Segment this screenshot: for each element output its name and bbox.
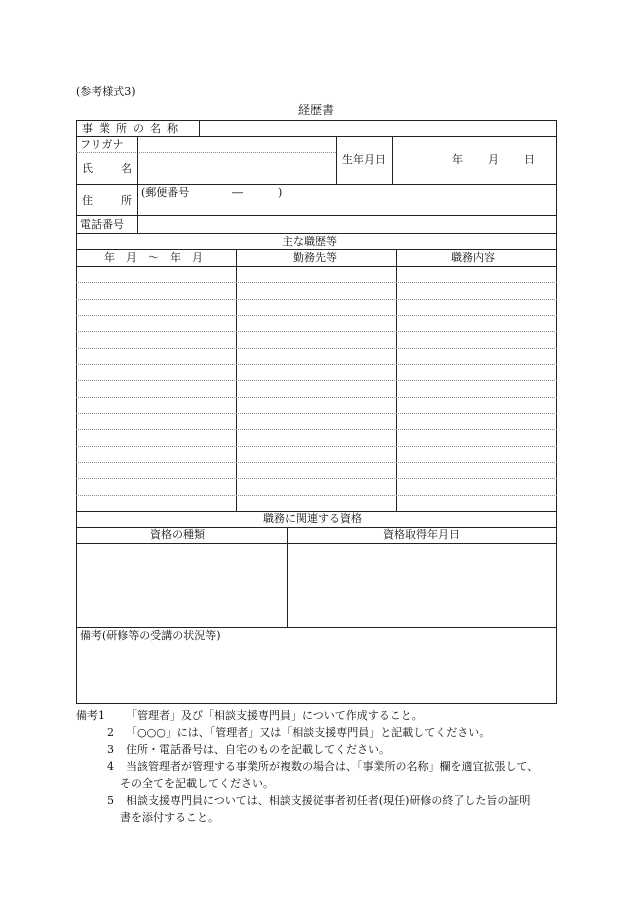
qualifications-col-type: 資格の種類 bbox=[150, 528, 205, 541]
note-5-text-cont: 書を添付すること。 bbox=[120, 811, 219, 824]
remarks-field[interactable] bbox=[77, 645, 555, 702]
birthdate-month-unit: 月 bbox=[488, 153, 499, 166]
career-section-title: 主な職歴等 bbox=[282, 235, 337, 248]
notes-list bbox=[76, 707, 566, 826]
career-col-workplace: 勤務先等 bbox=[293, 251, 337, 264]
address-label: 住 所 bbox=[82, 194, 134, 207]
career-row-line bbox=[76, 364, 557, 365]
phone-label: 電話番号 bbox=[80, 218, 124, 231]
note-4-cont bbox=[76, 775, 566, 792]
career-row-line bbox=[76, 429, 557, 430]
postal-dash: ― bbox=[232, 186, 243, 199]
career-col-duties: 職務内容 bbox=[451, 251, 495, 264]
note-4-text-cont: その全てを記載してください。 bbox=[120, 777, 274, 790]
note-4-text: 当該管理者が管理する事業所が複数の場合は、「事業所の名称」欄を適宜拡張して、 bbox=[126, 760, 539, 773]
note-lead: 備考1 bbox=[76, 709, 105, 722]
note-4 bbox=[76, 758, 566, 775]
career-row-line bbox=[76, 315, 557, 316]
career-row-line bbox=[76, 282, 557, 283]
career-row-line bbox=[76, 348, 557, 349]
address-field[interactable] bbox=[138, 185, 555, 214]
qualification-type-field[interactable] bbox=[77, 544, 286, 626]
note-1 bbox=[76, 707, 566, 724]
career-col-period: 年 月 ～ 年 月 bbox=[104, 251, 203, 264]
note-1-text: 「管理者」及び「相談支援専門員」について作成すること。 bbox=[126, 709, 423, 722]
remarks-label: 備考(研修等の受講の状況等) bbox=[80, 629, 221, 642]
furigana-field[interactable] bbox=[138, 137, 335, 151]
note-3-text: 住所・電話番号は、自宅のものを記載してください。 bbox=[126, 743, 390, 756]
birthdate-field[interactable] bbox=[393, 137, 555, 183]
career-row-line bbox=[76, 331, 557, 332]
note-3 bbox=[76, 741, 566, 758]
note-5-cont bbox=[76, 809, 566, 826]
note-2 bbox=[76, 724, 566, 741]
career-row-line bbox=[76, 380, 557, 381]
note-2-number: 2 bbox=[107, 726, 114, 739]
document-title: 経歴書 bbox=[298, 103, 335, 117]
postal-suffix: ) bbox=[278, 186, 283, 199]
career-row-line bbox=[76, 446, 557, 447]
career-row-line bbox=[76, 495, 557, 496]
career-row-line bbox=[76, 478, 557, 479]
qualifications-col-date: 資格取得年月日 bbox=[383, 528, 460, 541]
career-row-line bbox=[76, 413, 557, 414]
birthdate-day-unit: 日 bbox=[524, 153, 535, 166]
postal-prefix: (郵便番号 bbox=[141, 186, 190, 199]
phone-field[interactable] bbox=[138, 216, 555, 232]
career-row-line bbox=[76, 299, 557, 300]
furigana-label: フリガナ bbox=[80, 138, 124, 151]
note-2-text: 「○○○」には、「管理者」又は「相談支援専門員」と記載してください。 bbox=[126, 726, 491, 739]
office-name-label: 事業所の名称 bbox=[82, 122, 184, 135]
note-3-number: 3 bbox=[107, 743, 114, 756]
office-name-field[interactable] bbox=[200, 121, 555, 135]
note-5-text: 相談支援専門員については、相談支援従事者初任者(現任)研修の終了した旨の証明 bbox=[126, 794, 531, 807]
qualifications-section-title: 職務に関連する資格 bbox=[263, 512, 362, 525]
name-field[interactable] bbox=[138, 153, 335, 183]
birthdate-year-unit: 年 bbox=[452, 153, 463, 166]
note-4-number: 4 bbox=[107, 760, 114, 773]
form-label: (参考様式3) bbox=[76, 85, 136, 98]
qualification-date-field[interactable] bbox=[288, 544, 555, 626]
note-5 bbox=[76, 792, 566, 809]
birthdate-label: 生年月日 bbox=[342, 153, 386, 166]
note-5-number: 5 bbox=[107, 794, 114, 807]
career-row-line bbox=[76, 462, 557, 463]
name-label: 氏 名 bbox=[82, 162, 134, 175]
career-row-line bbox=[76, 397, 557, 398]
